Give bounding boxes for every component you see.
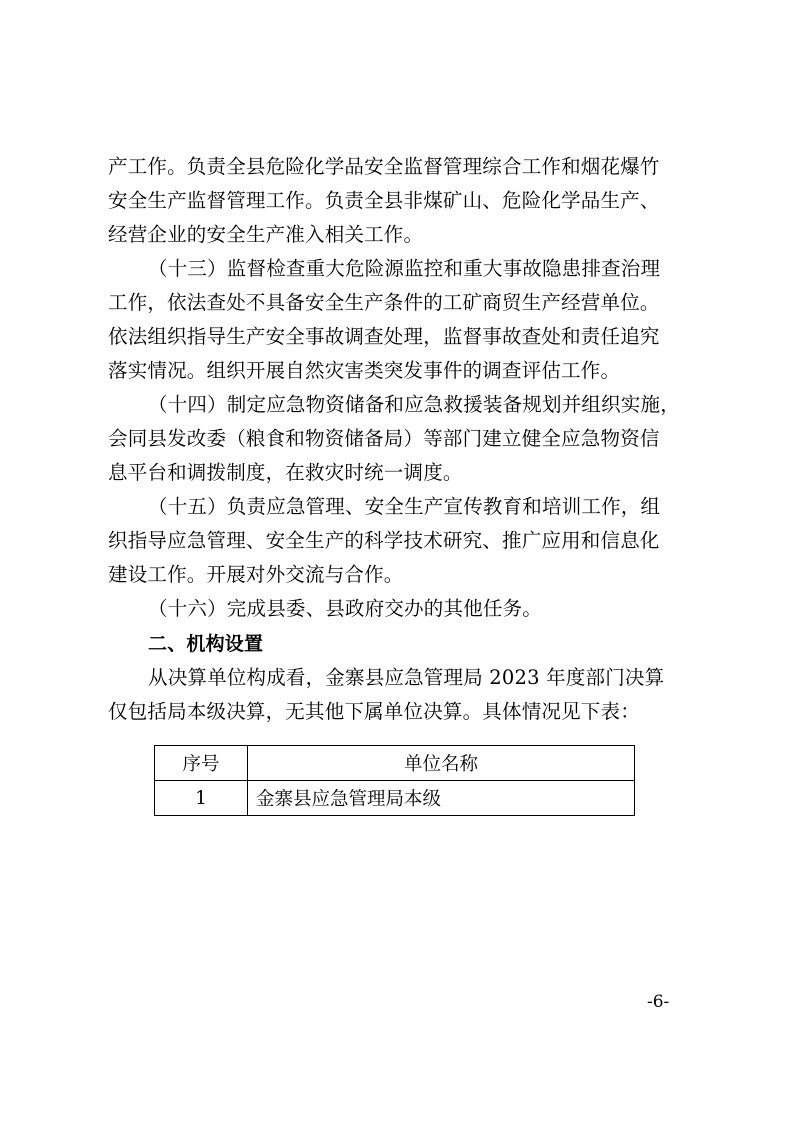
page-number: -6- xyxy=(647,992,670,1012)
paragraph-line: 依法组织指导生产安全事故调查处理，监督事故查处和责任追究 xyxy=(108,325,660,348)
table-header-row xyxy=(155,746,635,781)
cell-serial-number: 1 xyxy=(155,781,248,816)
paragraph-line: 织指导应急管理、安全生产的科学技术研究、推广应用和信息化 xyxy=(108,529,660,552)
header-unit-name: 单位名称 xyxy=(248,746,635,781)
paragraph-line: 产工作。负责全县危险化学品安全监督管理综合工作和烟花爆竹 xyxy=(108,155,660,178)
header-serial-number: 序号 xyxy=(155,746,248,781)
paragraph-line: 落实情况。组织开展自然灾害类突发事件的调查评估工作。 xyxy=(108,359,621,382)
paragraph-line: 息平台和调拨制度，在救灾时统一调度。 xyxy=(108,461,463,484)
paragraph-line: 仅包括局本级决算，无其他下属单位决算。具体情况见下表： xyxy=(108,700,640,723)
paragraph-line: 安全生产监督管理工作。负责全县非煤矿山、危险化学品生产、 xyxy=(108,189,660,212)
paragraph-line: 会同县发改委（粮食和物资储备局）等部门建立健全应急物资信 xyxy=(108,427,660,450)
paragraph-line: （十三）监督检查重大危险源监控和重大事故隐患排查治理 xyxy=(148,257,661,280)
paragraph-line: 经营企业的安全生产准入相关工作。 xyxy=(108,223,424,246)
unit-table xyxy=(154,745,635,816)
paragraph-line: （十六）完成县委、县政府交办的其他任务。 xyxy=(148,597,543,620)
table-row xyxy=(155,781,635,816)
paragraph-line: （十五）负责应急管理、安全生产宣传教育和培训工作，组 xyxy=(148,495,661,518)
section-heading: 二、机构设置 xyxy=(148,633,264,655)
paragraph-line: （十四）制定应急物资储备和应急救援装备规划并组织实施， xyxy=(148,393,680,416)
paragraph-line: 从决算单位构成看，金寨县应急管理局 2023 年度部门决算 xyxy=(148,666,665,689)
paragraph-line: 建设工作。开展对外交流与合作。 xyxy=(108,563,404,586)
cell-unit-name: 金寨县应急管理局本级 xyxy=(248,781,635,816)
paragraph-line: 工作，依法查处不具备安全生产条件的工矿商贸生产经营单位。 xyxy=(108,291,660,314)
